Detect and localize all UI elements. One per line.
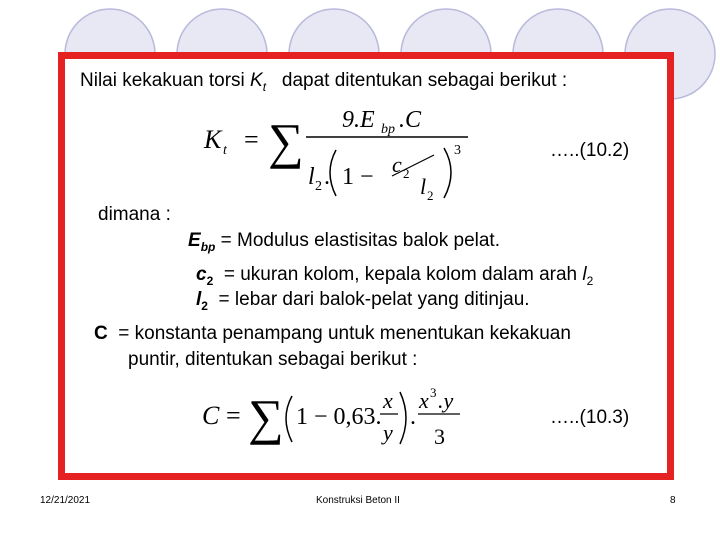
eq1-sum: ∑ bbox=[268, 113, 304, 169]
eq1-label: …..(10.2) bbox=[550, 140, 630, 161]
def-c2-symbol: c bbox=[196, 264, 207, 285]
eq2-left-paren bbox=[286, 396, 292, 442]
equation-10-2 bbox=[196, 100, 486, 210]
definition-c bbox=[94, 323, 571, 345]
eq2-frac2-num-x: x bbox=[419, 388, 429, 413]
def-ebp-text: = Modulus elastisitas balok pelat. bbox=[215, 230, 500, 251]
eq1-equals: = bbox=[244, 125, 259, 154]
def-l2-symbol: l bbox=[196, 289, 202, 310]
eq1-numerator-tail: .C bbox=[399, 107, 422, 133]
eq2-label: …..(10.3) bbox=[550, 407, 630, 428]
eq1-right-paren bbox=[444, 148, 451, 198]
footer-date: 12/21/2021 bbox=[40, 495, 91, 506]
eq1-den-l: l bbox=[308, 164, 315, 190]
eq2-sum: ∑ bbox=[248, 389, 284, 445]
eq1-exponent: 3 bbox=[454, 143, 461, 158]
eq2-frac2-num-tail: .y bbox=[438, 388, 454, 413]
heading-symbol-sub: t bbox=[262, 79, 267, 94]
dimana-label: dimana : bbox=[98, 204, 171, 225]
eq1-left-paren bbox=[330, 150, 336, 196]
eq2-lhs: C bbox=[202, 401, 220, 430]
eq1-c-sub: 2 bbox=[403, 166, 410, 181]
eq1-lhs-sub: t bbox=[223, 143, 227, 158]
eq1-den-dot: . bbox=[324, 164, 330, 190]
eq2-frac1-num: x bbox=[383, 388, 393, 413]
eq1-c: c bbox=[392, 152, 402, 177]
eq2-one-minus: 1 − 0,63. bbox=[296, 404, 382, 430]
def-c-line2: puntir, ditentukan sebagai berikut : bbox=[128, 349, 418, 370]
heading-prefix: Nilai kekakuan torsi bbox=[80, 70, 251, 91]
eq1-lhs: K bbox=[204, 125, 222, 154]
def-c-line1: = konstanta penampang untuk menentukan kekakuan bbox=[107, 323, 571, 344]
def-c2-tail-symbol: l bbox=[582, 264, 587, 285]
def-l2-text: = lebar dari balok-pelat yang ditinjau. bbox=[207, 289, 530, 310]
heading-symbol: K bbox=[250, 70, 263, 91]
eq1-one-minus: 1 − bbox=[342, 164, 374, 190]
eq2-right-paren bbox=[400, 392, 406, 444]
def-l2-sub: 2 bbox=[201, 298, 208, 313]
eq1-numerator: 9.E bbox=[342, 107, 375, 133]
eq1-numerator-sub: bp bbox=[381, 122, 395, 137]
equation-10-3 bbox=[196, 382, 476, 460]
def-c2-sub: 2 bbox=[206, 273, 214, 288]
def-ebp-sub: bp bbox=[200, 239, 216, 254]
definition-ebp bbox=[188, 230, 500, 254]
def-c2-tail-sub: 2 bbox=[586, 273, 594, 288]
definition-l2 bbox=[196, 289, 530, 313]
eq2-equals: = bbox=[226, 401, 241, 430]
eq2-frac1-den: y bbox=[383, 420, 393, 445]
eq1-inner-l-sub: 2 bbox=[427, 188, 434, 203]
heading-suffix: dapat ditentukan sebagai berikut : bbox=[281, 70, 568, 91]
def-c2-text: = ukuran kolom, kepala kolom dalam arah bbox=[213, 264, 583, 285]
eq2-dot: . bbox=[410, 404, 416, 430]
footer-title: Konstruksi Beton II bbox=[316, 495, 400, 506]
eq2-frac2-den: 3 bbox=[434, 424, 445, 449]
eq2-frac2-num-exp: 3 bbox=[430, 385, 437, 400]
heading bbox=[80, 70, 567, 94]
eq1-den-l-sub: 2 bbox=[315, 179, 322, 194]
definition-c2 bbox=[196, 264, 593, 288]
def-c-symbol: C bbox=[94, 323, 108, 344]
footer-page-number: 8 bbox=[670, 495, 676, 506]
def-ebp-symbol: E bbox=[188, 230, 201, 251]
eq1-inner-l: l bbox=[420, 174, 427, 199]
